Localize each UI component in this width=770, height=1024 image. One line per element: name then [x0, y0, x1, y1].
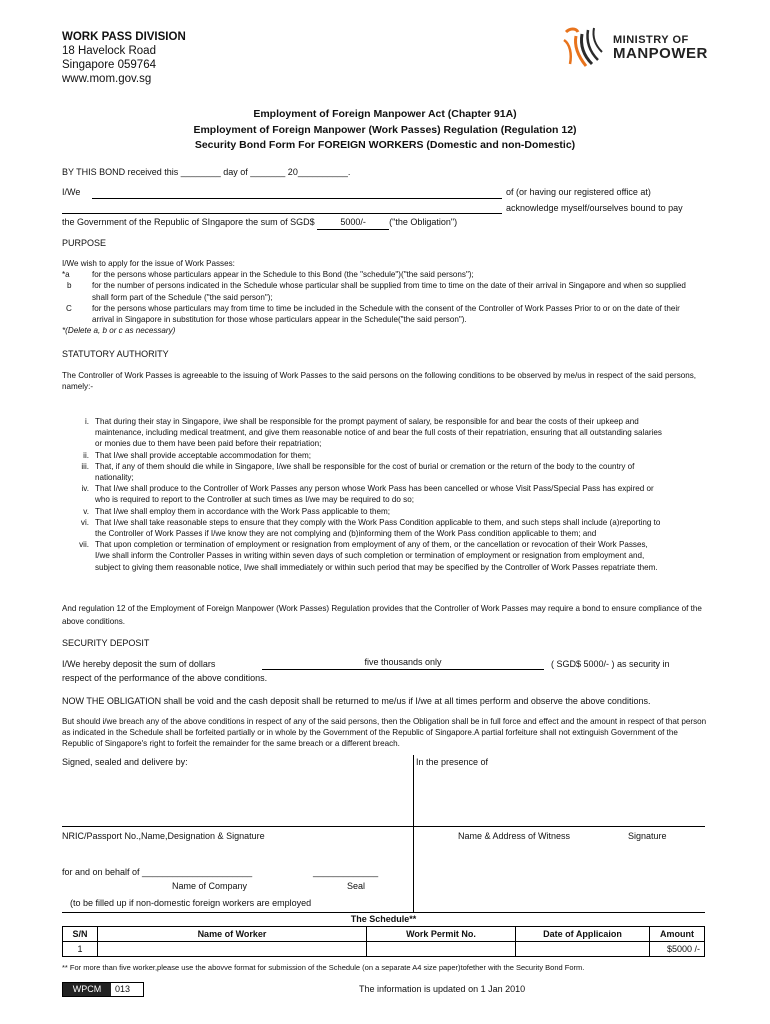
purpose-heading: PURPOSE [62, 238, 107, 248]
schedule-footnote: ** For more than five worker,please use the abovve format for submission of the Schedule (on a separate A4 size paper)tofether with the Security Bond Form. [62, 963, 585, 972]
purpose-intro: I/We wish to apply for the issue of Work Passes: [62, 259, 235, 268]
respect-line: respect of the performance of the above conditions. [62, 673, 268, 683]
title-form: Security Bond Form For FOREIGN WORKERS (Domestic and non-Domestic) [194, 139, 576, 151]
purpose-note: *(Delete a, b or c as necessary) [62, 326, 176, 336]
purpose-item: C for the persons whose particulars may from time to time be included in the Schedule with the consent of the Controller of Work Passes Prior to or on the date of their arrival in Singapore in substitution for those whose particulars appear in the Schedule("the said person"). [66, 303, 680, 325]
security-heading: SECURITY DEPOSIT [62, 638, 150, 648]
logo-line-1: MINISTRY OF [613, 34, 689, 46]
updated-note: The information is updated on 1 Jan 2010 [359, 984, 526, 994]
col-work-permit: Work Permit No. [367, 927, 516, 942]
col-sn: S/N [63, 927, 98, 942]
govt-sum-prefix: the Government of the Republic of SIngapore the sum of SGD$ [62, 217, 315, 227]
condition-item: iv. That I/we shall produce to the Controller of Work Passes any person whose Work Pass has been cancelled or whose Visit Pass/Special Pass has expired or who is required to report to the Controller at such times as I/we may be required to do so; [81, 484, 654, 505]
logo-line-2: MANPOWER [613, 45, 708, 62]
iwe-name-field[interactable] [92, 198, 502, 199]
title-regulation: Employment of Foreign Manpower (Work Passes) Regulation (Regulation 12) [193, 123, 577, 136]
condition-item: ii. That I/we shall provide acceptable accommodation for them; [83, 450, 311, 460]
cell-amount: $5000 /- [650, 942, 705, 957]
deposit-label: I/We hereby deposit the sum of dollars [62, 659, 216, 669]
witness-signature-label: Signature [628, 831, 667, 841]
obligation-void-text: NOW THE OBLIGATION shall be void and the cash deposit shall be returned to me/us if I/we at all times perform and observe the above conditions. [62, 696, 651, 706]
presence-label: In the presence of [416, 757, 489, 767]
mom-logo [560, 24, 710, 72]
amount-figure: ( SGD$ 5000/- ) as security in [551, 659, 670, 669]
form-code [62, 982, 144, 997]
col-date: Date of Applicaion [516, 927, 650, 942]
schedule-header-row [63, 927, 705, 942]
bond-amount: 5000/- [317, 217, 389, 230]
behalf-line[interactable]: for and on behalf of ______________________ [62, 867, 253, 877]
statutory-heading: STATUTORY AUTHORITY [62, 349, 169, 359]
condition-item: vii. That upon completion or termination of employment or resignation from employment of any of them, or the cancellation or revocation of their Work Passes, I/we shall inform the Controller Passes in writing within seven days of such completion or termination of employment or resignation from employment and, subject to giving them reasonable notice, I/we shall immediately or within such period that may be specified by the Controller of Work Passes repatriate them. [79, 540, 658, 572]
iwe-label: I/We [62, 187, 81, 197]
condition-item: iii. That, if any of them should die while in Singapore, I/we shall be responsible for the cost of burial or cremation or the return of the body to the country of nationality; [81, 461, 635, 483]
breach-text: But should i/we breach any of the above conditions in respect of any of the said persons, then the Obligation shall be in full force and effect and the amount in respect of that person as indicated in the Schedule shall be forfeited partially or in whole by the Government of the Republic of Singapore.A partial forfeiture shall not extinguish Government of the Republic of Singapore's right to forfeit the remainder for the same breach or a different breach. [62, 717, 707, 749]
amount-words-field[interactable]: five thousands only [262, 657, 544, 670]
purpose-item: b for the number of persons indicated in the Schedule whose particular shall be supplied from time to time on the date of their arrival in Singapore and when so supplied shall form part of the Schedule ("the said person"); [67, 281, 686, 302]
office-address-field[interactable] [62, 213, 502, 214]
purpose-section [62, 258, 702, 336]
seal-label: Seal [347, 881, 366, 891]
form-title [0, 107, 770, 154]
conditions-list [62, 416, 662, 573]
division-name: WORK PASS DIVISION [62, 31, 186, 43]
title-act: Employment of Foreign Manpower Act (Chapter 91A) [253, 108, 517, 120]
statutory-intro: The Controller of Work Passes is agreeable to the issuing of Work Passes to the said persons on the following conditions to be observed by me/us in respect of the said persons, namely:- [62, 371, 697, 392]
signed-label: Signed, sealed and delivere by: [62, 757, 188, 767]
fill-note: (to be filled up if non-domestic foreign workers are employed [70, 898, 312, 908]
header-address [62, 30, 186, 86]
table-row [63, 942, 705, 957]
col-worker-name: Name of Worker [98, 927, 367, 942]
obligation-label: ("the Obligation") [389, 217, 458, 227]
condition-item: vi. That I/we shall take reasonable steps to ensure that they comply with the Work Pass Condition applicable to them, and such steps shall include (a)reporting to the Controller of Work Passes if I/we know they are not complying and (b)informing them of the Work Pass condition applicable to them; and [80, 517, 661, 539]
website-link[interactable]: www.mom.gov.sg [62, 73, 152, 85]
cell-work-permit[interactable] [367, 942, 516, 957]
cell-worker-name[interactable] [98, 942, 367, 957]
govt-sum-line [62, 217, 457, 230]
form-code-prefix: WPCM [63, 983, 111, 996]
bond-date-line: BY THIS BOND received this ________ day of _______ 20__________. [62, 167, 351, 177]
mom-emblem-icon [560, 24, 612, 72]
company-label: Name of Company [172, 881, 248, 891]
witness-label: Name & Address of Witness [458, 831, 571, 841]
signature-line[interactable] [62, 826, 705, 827]
cell-date[interactable] [516, 942, 650, 957]
condition-item: v. That I/we shall employ them in accordance with the Work Pass applicable to them; [83, 506, 390, 516]
cell-sn: 1 [63, 942, 98, 957]
signature-divider [413, 755, 414, 913]
condition-item: i. That during their stay in Singapore, i/we shall be responsible for the prompt payment of salary, be responsible for and bear the costs of their upkeep and maintenance, including medical treatment, and give them reasonable notice of and bear the full costs of their repatriation, ensuring that all outstanding salaries or monies due to them have been paid before their repatriation; [84, 417, 662, 449]
address-line-2: Singapore 059764 [62, 59, 156, 71]
schedule-table [62, 926, 705, 957]
regulation-note: And regulation 12 of the Employment of Foreign Manpower (Work Passes) Regulation provides that the Controller of Work Passes may require a bond to ensure compliance of the above conditions. [62, 604, 702, 626]
acknowledge-label: acknowledge myself/ourselves bound to pay [506, 203, 683, 213]
nric-label: NRIC/Passport No.,Name,Designation & Signature [62, 831, 265, 841]
purpose-item: *a for the persons whose particulars appear in the Schedule to this Bond (the "schedule")("the said persons"); [62, 270, 474, 280]
address-line-1: 18 Havelock Road [62, 45, 156, 57]
office-label: of (or having our registered office at) [506, 187, 651, 197]
col-amount: Amount [650, 927, 705, 942]
schedule-title: The Schedule** [62, 912, 705, 924]
seal-field[interactable]: _____________ [313, 867, 379, 877]
form-code-number: 013 [115, 984, 131, 994]
